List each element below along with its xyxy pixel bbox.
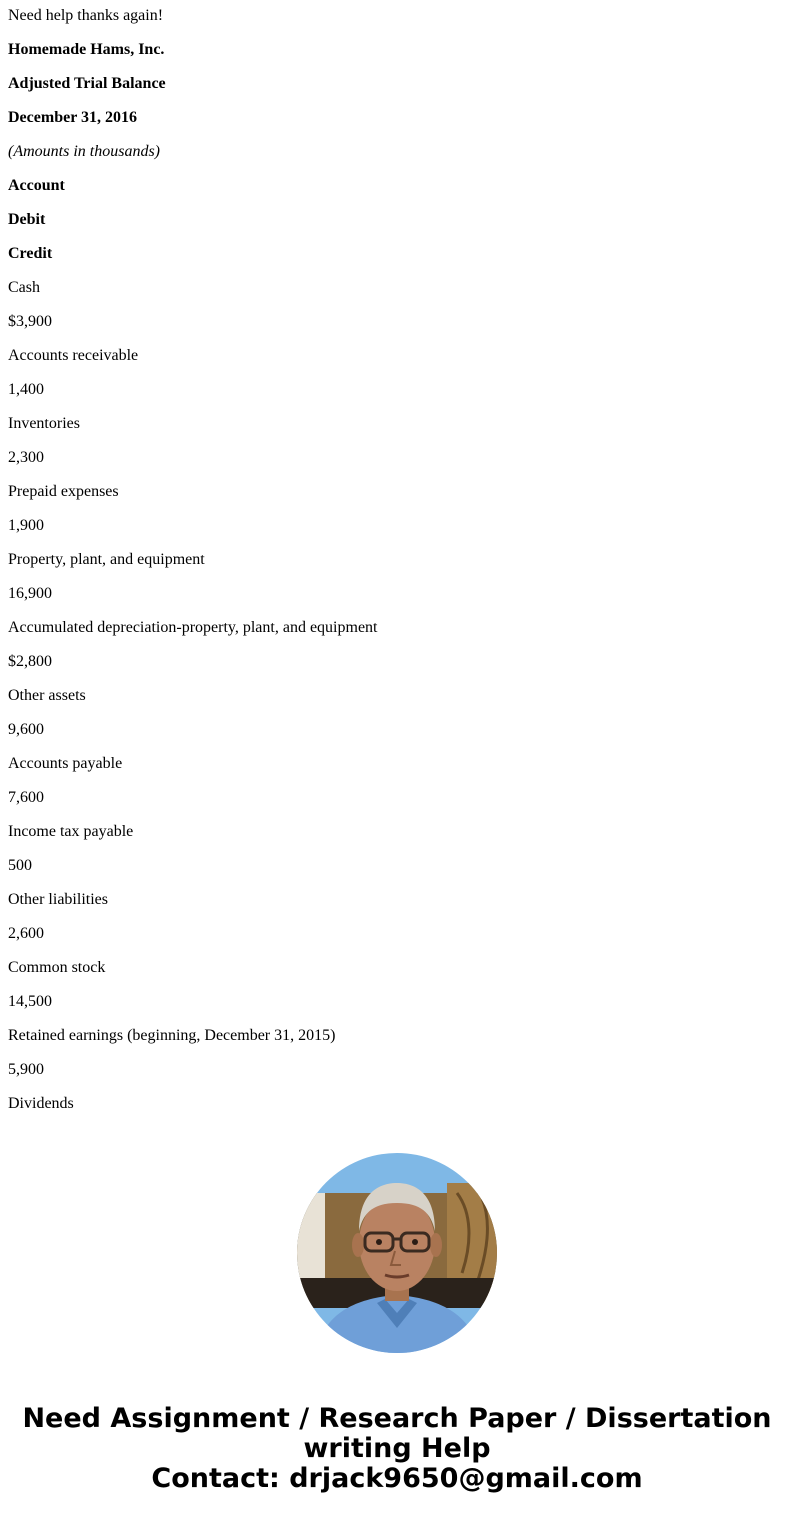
intro-text: Need help thanks again! xyxy=(8,7,164,24)
header-credit: Credit xyxy=(8,245,53,262)
account-amount: $3,900 xyxy=(8,313,52,330)
author-portrait-image xyxy=(297,1153,497,1353)
account-amount: 2,600 xyxy=(8,925,44,942)
author-avatar xyxy=(297,1153,497,1353)
account-name: Inventories xyxy=(8,415,80,432)
header-account: Account xyxy=(8,177,65,194)
account-name: Income tax payable xyxy=(8,823,134,840)
account-name: Other liabilities xyxy=(8,891,108,908)
promo-banner xyxy=(0,1404,794,1494)
account-name: Accumulated depreciation-property, plant, and equipment xyxy=(8,619,378,636)
statement-title: Adjusted Trial Balance xyxy=(8,75,166,92)
account-amount: 9,600 xyxy=(8,721,44,738)
account-name: Accounts receivable xyxy=(8,347,139,364)
account-name: Property, plant, and equipment xyxy=(8,551,205,568)
promo-line-1: Need Assignment / Research Paper / Dissertation xyxy=(22,1403,772,1434)
account-amount: 14,500 xyxy=(8,993,52,1010)
account-amount: $2,800 xyxy=(8,653,52,670)
promo-contact: Contact: drjack9650@gmail.com xyxy=(151,1463,643,1494)
account-amount: 500 xyxy=(8,857,32,874)
account-name: Accounts payable xyxy=(8,755,123,772)
question-body xyxy=(8,0,786,1122)
account-name: Dividends xyxy=(8,1095,74,1112)
account-amount: 2,300 xyxy=(8,449,44,466)
account-amount: 1,900 xyxy=(8,517,44,534)
company-name: Homemade Hams, Inc. xyxy=(8,41,165,58)
header-debit: Debit xyxy=(8,211,46,228)
account-name: Cash xyxy=(8,279,40,296)
account-amount: 7,600 xyxy=(8,789,44,806)
account-amount: 5,900 xyxy=(8,1061,44,1078)
account-amount: 1,400 xyxy=(8,381,44,398)
promo-line-2: writing Help xyxy=(303,1433,491,1464)
statement-date: December 31, 2016 xyxy=(8,109,137,126)
account-name: Prepaid expenses xyxy=(8,483,119,500)
account-amount: 16,900 xyxy=(8,585,52,602)
account-name: Other assets xyxy=(8,687,86,704)
account-name: Retained earnings (beginning, December 31, 2015) xyxy=(8,1027,336,1044)
account-name: Common stock xyxy=(8,959,106,976)
amounts-note: (Amounts in thousands) xyxy=(8,143,160,160)
